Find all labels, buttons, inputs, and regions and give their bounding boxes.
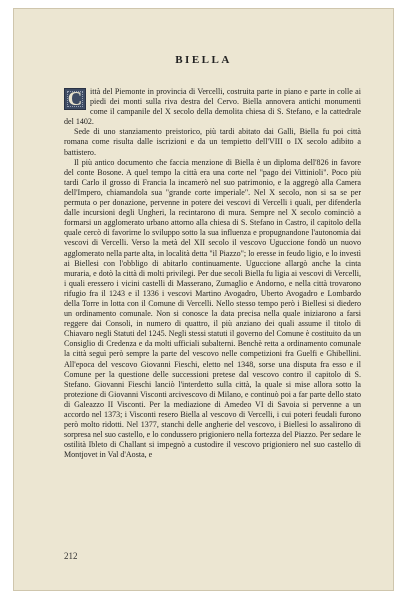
paragraph-2: Sede di uno stanziamento preistorico, più tardi abitato dai Galli, Biella fu poi città romana come risulta dalle iscrizioni e da un tempietto dell'VIII o IX secolo adibito a battistero. <box>64 127 361 157</box>
dropcap-initial <box>64 88 86 110</box>
body-text <box>64 87 361 460</box>
book-page <box>13 8 394 591</box>
paragraph-3: Il più antico documento che faccia menzione di Biella è un diploma dell'826 in favore del conte Bosone. A quel tempo la città era una corte nel "pago dei Vittinioli". Poco più tardi Carlo il grosso di Francia la incamerò nel suo patrimonio, e la aggregò alla Camera dell'Impero, chiamandola sua "grande corte imperiale". Nel X secolo, non si sa se per permuta o per donazione, pervenne in potere dei vescovi di Vercelli i quali, per difenderla dalle incursioni degli Ungheri, la recintarono di mura. Sempre nel X secolo cominciò a formarsi un agglomerato urbano attorno alla chiesa di S. Stefano in Castro, il capitolo della quale cercò di favorirne lo sviluppo sotto la sua influenza e propugnandone l'autonomia dai vescovi di Vercelli. Verso la metà del XII secolo il vescovo Uguccione fondò un nuovo agglomerato nella parte alta, in località detta "il Piazzo"; lo eresse in feudo ligio, e lo investì ai Biellesi con l'obbligo di abitarlo continuamente. Uguccione allargò anche la cinta muraria, e dotò la città di molti privilegi. Per due secoli Biella fu ligia ai vescovi di Vercelli, i quali eressero i vicini castelli di Masserano, Zumaglio e Andorno, e nella città trovarono rifugio fra il 1243 e il 1336 i vescovi Martino Avogadro, Uberto Avogadro e Lombardo della Torre in lotta con il Comune di Vercelli. Nello stesso tempo però i Biellesi si diedero un ordinamento comunale. Non si conosce la data precisa nella quale iniziarono a farsi reggere dai Consoli, in numero di quattro, il più anziano dei quali assume il titolo di Chiavaro negli Statuti del 1245. Negli stessi statuti il governo del Comune è costituito da un Consiglio di Credenza e da molti ufficiali subalterni. Benchè retta a ordinamento comunale la città seguì però sempre la parte del vescovo nelle competizioni fra Guelfi e Ghibellini. All'epoca del vescovo Giovanni Fieschi, eletto nel 1348, sorse una disputa fra esso e il Comune per la questione delle successioni pretese dal vescovo contro il capitolo di S. Stefano. Giovanni Fieschi lanciò l'interdetto sulla città, la quale si mise allora sotto la protezione di Giovanni Visconti arcivescovo di Milano, e continuò poi a far parte dello stato di Galeazzo II Visconti. Per la mediazione di Amedeo VI di Savoia si pervenne a un accordo nel 1373; i Visconti resero Biella al vescovo di Vercelli, i cui poteri feudali furono però molto ridotti. Nel 1377, stanchi delle angherie del vescovo, i Biellesi lo assalirono di sorpresa nel suo castello, e lo condussero prigioniero nella fortezza del Piazzo. Per sedare le ostilità Ibleto di Challant si impegnò a custodire il vescovo prigioniero nel suo castello di Montjovet in Val d'Aosta, e <box>64 157 361 460</box>
paragraph-1 <box>64 87 361 127</box>
dropcap-letter: C <box>67 88 83 110</box>
page-title: BIELLA <box>175 54 232 66</box>
dropcap-ornament <box>67 91 83 107</box>
page-number: 212 <box>64 551 78 561</box>
paragraph-1-text: ittà del Piemonte in provincia di Vercelli, costruita parte in piano e parte in colle ai piedi dei monti sulla riva destra del Cervo. Biella annovera antichi monumenti come il campanile del X secolo della demolita chiesa di S. Stefano, e la cattedrale del 1402. <box>64 87 361 127</box>
